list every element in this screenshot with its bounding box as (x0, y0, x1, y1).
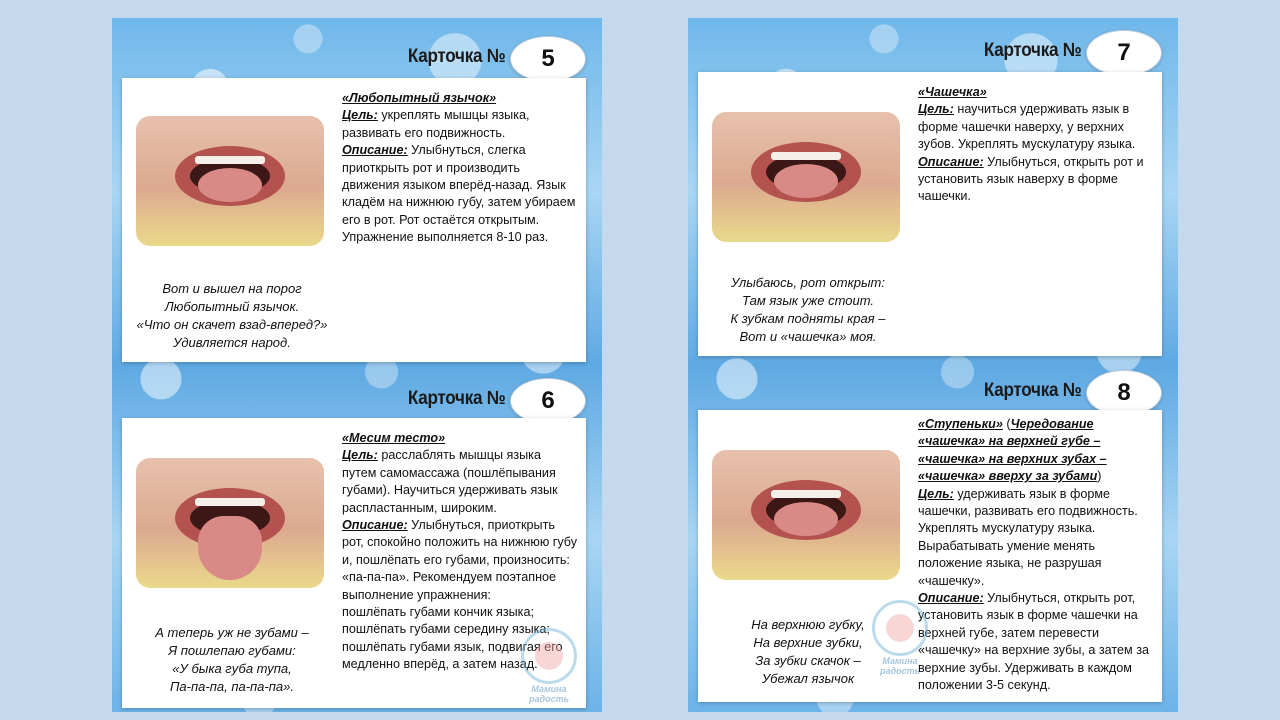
watermark-logo: Мамина радость (517, 628, 581, 702)
description-text: Улыбнуться, открыть рот, установить язык в форме чашечки на верхней губе, затем перевести «чашечку» на верхние зубы, а затем за верхние зубы. Удерживать в каждом положении 3-5 секунд. (918, 591, 1149, 693)
goal-label: Цель: (342, 108, 378, 123)
mouth-photo (136, 458, 324, 588)
sheet-right (688, 18, 1178, 712)
card-number: 6 (510, 378, 586, 424)
mouth-photo (136, 116, 324, 246)
exercise-name: «Ступеньки» (918, 417, 1003, 431)
card-5 (122, 36, 586, 366)
exercise-name: «Любопытный язычок» (342, 91, 497, 105)
goal-label: Цель: (918, 102, 954, 117)
mouth-photo (712, 450, 900, 580)
exercise-name: «Чашечка» (918, 85, 987, 99)
description-label: Описание: (918, 154, 984, 169)
exercise-description (342, 90, 578, 247)
description-label: Описание: (342, 518, 408, 533)
card-7 (698, 30, 1162, 360)
card-header (346, 36, 586, 82)
watermark-logo: Мамина радость (868, 600, 932, 674)
card-content (122, 78, 586, 362)
exercise-name: «Месим тесто» (342, 431, 446, 445)
description-label: Описание: (918, 591, 984, 606)
card-content (698, 410, 1162, 702)
card-number: 5 (510, 36, 586, 82)
goal-text: удерживать язык в форме чашечки, развивать его подвижность. Укреплять мускулатуру языка. Вырабатывать умение менять положение языка, не разрушая «чашечку». (918, 486, 1138, 588)
description-text: Улыбнуться, приоткрыть рот, спокойно положить на нижнюю губу и, пошлёпать его губами, произносить: «па-па-па». Рекомендуем поэтапное выполнение упражнения: (342, 518, 578, 602)
card-8 (698, 370, 1162, 706)
goal-text: научиться удерживать язык в форме чашечки наверху, у верхних зубов. Укреплять мускулатуру языка. (918, 102, 1136, 152)
exercise-subtitle: Чередование «чашечка» на верхней губе – «чашечка» на верхних зубах – «чашечка» вверху за зубами (918, 417, 1107, 484)
goal-label: Цель: (342, 448, 378, 463)
card-title: Карточка № (984, 40, 1082, 61)
exercise-description (918, 84, 1154, 206)
card-header (922, 30, 1162, 76)
step-item: пошлёпать губами середину языка; (342, 622, 550, 637)
card-title: Карточка № (408, 46, 506, 67)
goal-text: укреплять мышцы языка, развивать его подвижность. (342, 108, 530, 140)
mouth-photo (712, 112, 900, 242)
description-text: Улыбнуться, открыть рот и установить язык наверху в форме чашечки. (918, 154, 1144, 204)
card-number: 8 (1086, 370, 1162, 416)
card-content (122, 418, 586, 708)
card-content (698, 72, 1162, 356)
description-text: Улыбнуться, слегка приоткрыть рот и производить движения языком вперёд-назад. Язык кладём на нижнюю губу, затем убираем его в рот. Рот остаётся открытым. Упражнение выполняется 8-10 раз. (342, 143, 576, 245)
poem: А теперь уж не зубами – Я пошлепаю губами: «У быка губа тупа, Па-па-па, па-па-па». (155, 625, 309, 694)
step-item: пошлёпать губами кончик языка; (342, 605, 534, 620)
poem: Улыбаюсь, рот открыт: Там язык уже стоит. К зубкам подняты края – Вот и «чашечка» моя. (730, 275, 886, 344)
poem: На верхнюю губку, На верхние зубки, За зубки скачок – Убежал язычок (751, 617, 865, 686)
sheet-left (112, 18, 602, 712)
description-label: Описание: (342, 143, 408, 158)
card-title: Карточка № (984, 380, 1082, 401)
card-title: Карточка № (408, 388, 506, 409)
step-item: пошлёпать губами язык, подвигая его медленно вперёд, а затем назад. (342, 639, 563, 672)
poem: Вот и вышел на порог Любопытный язычок. «Что он скачет взад-вперед?» Удивляется народ. (136, 281, 328, 350)
goal-text: расслаблять мышцы языка путем самомассажа (пошлёпывания губами). Научиться удерживать язык распластанным, широким. (342, 448, 558, 515)
goal-label: Цель: (918, 486, 954, 501)
card-number: 7 (1086, 30, 1162, 76)
exercise-description: «Ступеньки» (Чередование «чашечка» на верхней губе – «чашечка» на верхних зубах – «чашечка» вверху за зубами) Цель: удерживать язык в форме чашечки, развивать его подвижность. Укреплять мускулатуру языка. Вырабатывать умение менять положение языка, не разрушая «чашечку». Описание: Улыбнуться, открыть рот, установить язык в форме чашечки на верхней губе, затем перевести «чашечку» на верхние зубы, а затем за верхние зубы. Удерживать в каждом положении 3-5 секунд. (918, 417, 1149, 693)
card-6 (122, 378, 586, 708)
